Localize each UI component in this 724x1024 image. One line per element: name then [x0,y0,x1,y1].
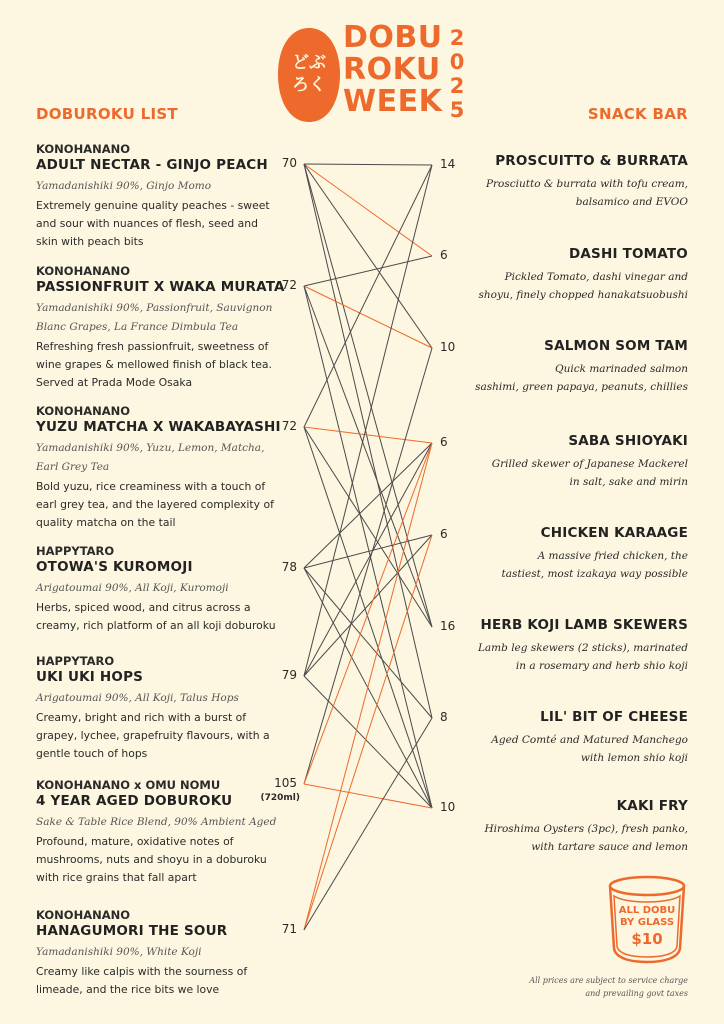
logo-year-digit: 5 [449,98,465,122]
snack-name: LIL' BIT OF CHEESE [540,709,688,725]
doburoku-description [36,963,296,999]
snack-item [438,798,688,856]
doburoku-price: 70 [281,156,297,170]
description-line: gentle touch of hops [36,747,148,760]
spec-line: Yamadanishiki 90%, Yuzu, Lemon, Matcha, [36,442,265,454]
doburoku-spec [36,813,296,832]
spec-line: Arigatoumai 90%, All Koji, Talus Hops [36,692,239,704]
doburoku-description [36,338,296,392]
snack-item [438,709,688,767]
doburoku-price: 78 [281,560,297,574]
description-line: sashimi, green papaya, peanuts, chillies [475,381,688,393]
doburoku-price: 79 [281,668,297,682]
doburoku-price: 71 [281,922,297,936]
description-line: Extremely genuine quality peaches - sweet [36,199,270,212]
doburoku-name: YUZU MATCHA X WAKABAYASHI [36,419,281,435]
snack-item [438,433,688,491]
description-line: Lamb leg skewers (2 sticks), marinated [477,642,688,654]
description-line: Creamy like calpis with the sourness of [36,965,248,978]
description-line: Creamy, bright and rich with a burst of [36,711,247,724]
badge-price: $10 [631,930,663,948]
pairing-line [304,718,432,930]
doburoku-name: OTOWA'S KUROMOJI [36,559,193,575]
description-line: A massive fried chicken, the [537,550,688,562]
description-line: creamy, rich platform of an all koji doburoku [36,619,276,632]
pairing-line [304,348,432,784]
snack-name: PROSCUITTO & BURRATA [495,153,688,169]
doburoku-description [36,599,296,635]
doburoku-description [36,709,296,763]
glass-price-badge [606,872,688,964]
description-line: Pickled Tomato, dashi vinegar and [504,271,688,283]
pairing-line [304,286,432,808]
brewery-name: KONOHANANO [36,404,131,418]
brewery-name: KONOHANANO [36,264,131,278]
snack-name: KAKI FRY [616,798,688,814]
snack-description [438,820,688,856]
snack-description [438,455,688,491]
doburoku-price: 72 [281,278,297,292]
pairing-line [304,443,432,676]
description-line: wine grapes & mellowed finish of black tea. [36,358,272,371]
logo-kana-bottom: ろく [292,75,326,95]
doburoku-spec [36,689,296,708]
description-line: Aged Comté and Matured Manchego [491,734,688,746]
doburoku-name: ADULT NECTAR - GINJO PEACH [36,157,268,173]
spec-line: Sake & Table Rice Blend, 90% Ambient Aged [36,816,277,828]
description-line: shoyu, finely chopped hanakatsuobushi [478,289,688,301]
description-line: Prosciutto & burrata with tofu cream, [485,178,688,190]
doburoku-volume: (720ml) [260,793,300,803]
brewery-name: KONOHANANO [36,908,131,922]
pairing-line [304,164,432,348]
doburoku-list-title: DOBUROKU LIST [36,105,178,123]
doburoku-spec [36,943,296,962]
doburoku-item [36,654,296,763]
logo-year-digit: 0 [449,50,465,74]
snack-price: 6 [440,248,448,262]
description-line: Herbs, spiced wood, and citrus across a [36,601,251,614]
spec-line: Arigatoumai 90%, All Koji, Kuromoji [36,582,229,594]
description-line: grapey, lychee, grapefruity flavours, with a [36,729,270,742]
doburoku-spec [36,579,296,598]
snack-item [438,338,688,396]
description-line: with tartare sauce and lemon [531,841,688,853]
doburoku-name: UKI UKI HOPS [36,669,144,685]
doburoku-description [36,833,296,887]
pairing-line [304,443,432,568]
spec-line: Blanc Grapes, La France Dimbula Tea [36,321,239,333]
pairing-line [304,443,432,930]
brewery-name: KONOHANANO [36,142,131,156]
badge-line: ALL DOBU [618,905,676,916]
doburoku-spec [36,439,296,477]
description-line: Quick marinaded salmon [555,363,688,375]
description-line: earl grey tea, and the layered complexity of [36,498,274,511]
description-line: balsamico and EVOO [575,196,688,208]
snack-price: 10 [440,340,456,354]
description-line: tastiest, most izakaya way possible [501,568,688,580]
description-line: Bold yuzu, rice creaminess with a touch of [36,480,266,493]
snack-item [438,153,688,211]
pairing-line [304,256,432,286]
doburoku-item [36,544,296,635]
pairing-line [304,165,432,427]
pairing-line [304,164,432,627]
snack-description [438,547,688,583]
snack-description [438,360,688,396]
logo-kana-top: どぶ [292,53,326,73]
spec-line: Yamadanishiki 90%, White Koji [36,946,202,958]
snack-description [438,268,688,304]
snack-description [438,639,688,675]
pairing-line [304,164,432,165]
description-line: with lemon shio koji [580,752,688,764]
snack-name: DASHI TOMATO [568,246,688,262]
doburoku-spec [36,299,296,337]
spec-line: Yamadanishiki 90%, Ginjo Momo [36,180,212,192]
snack-item [438,525,688,583]
doburoku-item [36,778,296,887]
spec-line: Earl Grey Tea [36,461,110,473]
doburoku-item [36,404,296,532]
snack-name: SABA SHIOYAKI [568,433,688,449]
brewery-name: HAPPYTARO [36,544,115,558]
brewery-name: HAPPYTARO [36,654,115,668]
doburoku-name: HANAGUMORI THE SOUR [36,923,228,939]
snack-price: 10 [440,800,456,814]
snack-description [438,175,688,211]
description-line: limeade, and the rice bits we love [36,983,220,996]
doburoku-item [36,142,296,251]
description-line: in a rosemary and herb shio koji [515,660,688,672]
description-line: Grilled skewer of Japanese Mackerel [491,458,688,470]
logo-year-digit: 2 [449,26,465,50]
footnote [448,974,688,1000]
snack-name: HERB KOJI LAMB SKEWERS [480,617,688,633]
doburoku-item [36,908,296,999]
description-line: Served at Prada Mode Osaka [36,376,193,389]
snack-price: 6 [440,527,448,541]
pairing-line [304,535,432,568]
snack-price: 14 [440,157,456,171]
doburoku-description [36,197,296,251]
description-line: skin with peach bits [36,235,144,248]
description-line: quality matcha on the tail [36,516,176,529]
snack-price: 16 [440,619,456,633]
logo-line-roku: ROKU [343,52,441,87]
badge-line: BY GLASS [619,917,675,928]
logo-line-week: WEEK [343,84,443,119]
doburoku-price: 105 [274,776,297,790]
doburoku-spec [36,177,296,196]
pairing-line [304,535,432,676]
description-line: and sour with nuances of flesh, seed and [36,217,258,230]
description-line: mushrooms, nuts and shoyu in a doburoku [36,853,267,866]
snack-price: 8 [440,710,448,724]
logo-line-dobu: DOBU [343,20,443,55]
doburoku-name: PASSIONFRUIT X WAKA MURATA [36,279,285,295]
snack-item [438,617,688,675]
pairing-line [304,427,432,808]
brewery-name: KONOHANANO x OMU NOMU [36,778,221,792]
pairing-line [304,165,432,676]
snack-item [438,246,688,304]
snack-price: 6 [440,435,448,449]
snack-bar-title: SNACK BAR [587,105,688,123]
doburoku-item [36,264,296,392]
snack-name: SALMON SOM TAM [544,338,688,354]
description-line: with rice grains that fall apart [36,871,197,884]
description-line: Hiroshima Oysters (3pc), fresh panko, [484,823,688,835]
description-line: Refreshing fresh passionfruit, sweetness of [36,340,269,353]
logo-year-digit: 2 [449,74,465,98]
footnote-line: and prevailing govt taxes [585,989,688,998]
description-line: Profound, mature, oxidative notes of [36,835,234,848]
description-line: in salt, sake and mirin [569,476,688,488]
snack-description [438,731,688,767]
doburoku-description [36,478,296,532]
doburoku-name: 4 YEAR AGED DOBUROKU [36,793,233,809]
doburoku-price: 72 [281,419,297,433]
footnote-line: All prices are subject to service charge [529,976,688,985]
snack-name: CHICKEN KARAAGE [540,525,688,541]
spec-line: Yamadanishiki 90%, Passionfruit, Sauvignon [36,302,273,314]
